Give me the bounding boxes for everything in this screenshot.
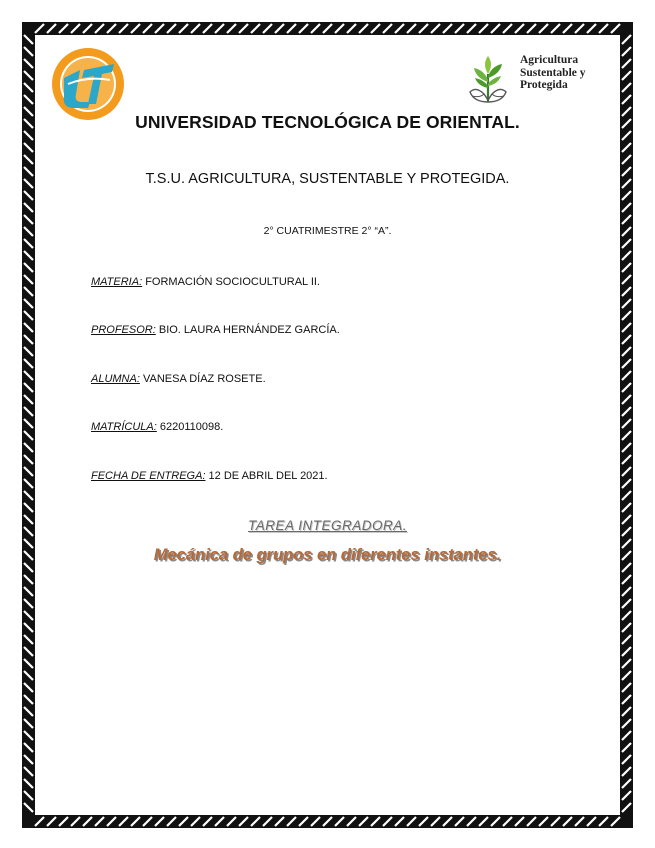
agri-logo-icon bbox=[462, 52, 514, 104]
agri-line-2: Sustentable y bbox=[520, 66, 586, 79]
term-label: 2° CUATRIMESTRE 2° “A”. bbox=[263, 225, 392, 237]
agri-logo bbox=[462, 52, 622, 108]
field-label: MATERIA: bbox=[91, 276, 143, 288]
field-profesor bbox=[91, 324, 340, 336]
field-label: PROFESOR: bbox=[91, 324, 156, 336]
ut-logo-icon bbox=[50, 46, 126, 122]
agri-line-3: Protegida bbox=[520, 79, 568, 91]
field-matricula bbox=[91, 421, 223, 433]
field-value: 12 DE ABRIL DEL 2021. bbox=[205, 470, 328, 482]
career-title: T.S.U. AGRICULTURA, SUSTENTABLE Y PROTEGIDA. bbox=[145, 171, 510, 187]
field-value: BIO. LAURA HERNÁNDEZ GARCÍA. bbox=[155, 324, 340, 336]
assignment-title: Mecánica de grupos en diferentes instantes. bbox=[153, 546, 502, 564]
field-label: MATRÍCULA: bbox=[91, 421, 157, 433]
university-title: UNIVERSIDAD TECNOLÓGICA DE ORIENTAL. bbox=[135, 112, 520, 132]
agri-line-1: Agricultura bbox=[520, 54, 579, 66]
field-label: FECHA DE ENTREGA: bbox=[91, 470, 206, 482]
field-alumna bbox=[91, 373, 266, 385]
field-value: 6220110098. bbox=[156, 421, 224, 433]
field-materia bbox=[91, 276, 320, 288]
field-value: FORMACIÓN SOCIOCULTURAL II. bbox=[142, 276, 320, 288]
agri-logo-text bbox=[520, 54, 586, 92]
field-value: VANESA DÍAZ ROSETE. bbox=[139, 373, 266, 385]
field-label: ALUMNA: bbox=[91, 373, 140, 385]
assignment-type: TAREA INTEGRADORA. bbox=[247, 518, 408, 533]
field-fecha-entrega bbox=[91, 470, 328, 482]
